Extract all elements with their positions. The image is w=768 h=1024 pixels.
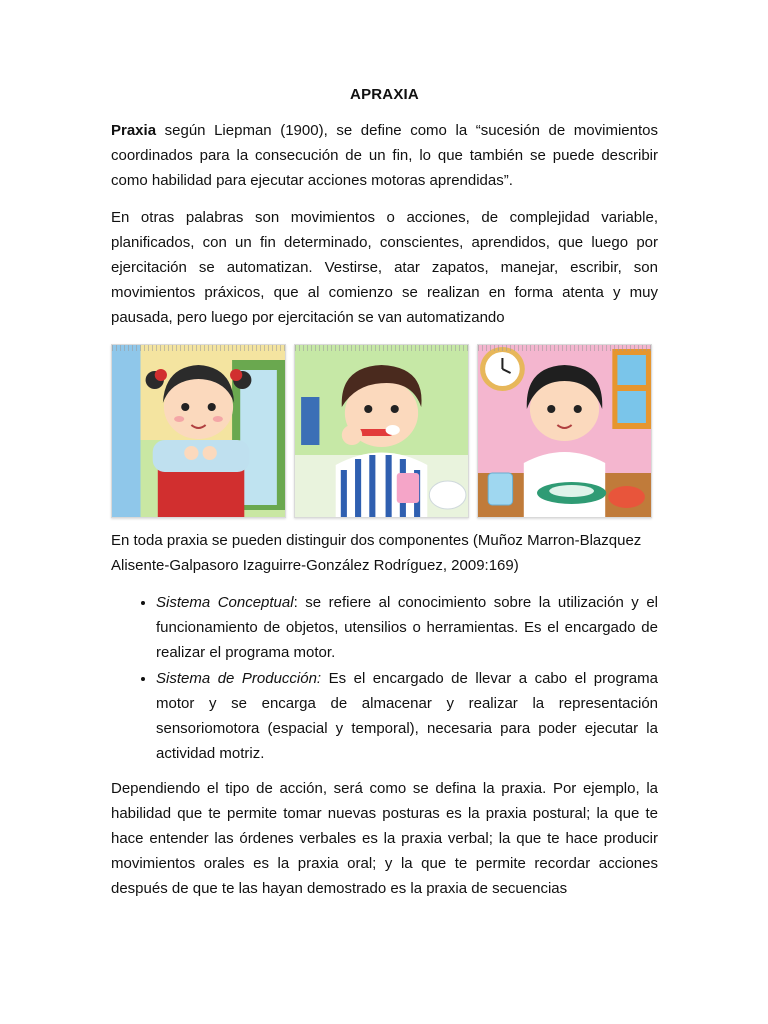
paragraph-movements: En otras palabras son movimientos o acciones, de complejidad variable, planificados, con un fin determinado, conscientes, aprendidos, que luego por ejercitación se automatizan. Vestirse, atar zapatos, manejar, escribir, son movimientos práxicos, que al comienzo se realizan en forma atenta y muy pausada, pero luego por ejercitación se van automatizando bbox=[111, 209, 658, 326]
list-item bbox=[156, 666, 658, 766]
paragraph-components: En toda praxia se pueden distinguir dos componentes (Muñoz Marron-Blazquez Alisente-Galpasoro Izaguirre-González Rodríguez, 2009:169) bbox=[111, 532, 642, 574]
page-title: APRAXIA bbox=[350, 86, 419, 103]
list-item-text: : se refiere al conocimiento sobre la utilización y el funcionamiento de objetos, utensilios o herramientas. Es el encargado de realizar el programa motor. bbox=[156, 594, 658, 661]
list-item bbox=[156, 590, 658, 665]
paragraph-praxia-types: Dependiendo el tipo de acción, será como se defina la praxia. Por ejemplo, la habilidad que te permite tomar nuevas posturas es la praxia postural; la que te hace entender las órdenes verbales es la praxia verbal; la que te hace producir movimientos orales es la praxia oral; y la que te permite recordar acciones después de que te las hayan demostrado es la praxia de secuencias bbox=[111, 780, 658, 897]
components-list bbox=[111, 590, 658, 766]
spiral-binding-decoration bbox=[112, 345, 285, 351]
girl-eating-illustration bbox=[477, 344, 652, 518]
paragraph-praxia-text: según Liepman (1900), se define como la “sucesión de movimientos coordinados para la consecución de un fin, lo que también se puede describir como habilidad para ejecutar acciones motoras aprendidas”. bbox=[111, 122, 658, 189]
girl-dressing-illustration bbox=[111, 344, 286, 518]
spiral-binding-decoration bbox=[295, 345, 468, 351]
term-praxia: Praxia bbox=[111, 122, 157, 139]
illustration-strip bbox=[111, 344, 652, 516]
document-content bbox=[111, 84, 658, 913]
boy-brushing-teeth-illustration bbox=[294, 344, 469, 518]
paragraph-praxia-definition bbox=[111, 118, 658, 193]
list-item-text: Es el encargado de llevar a cabo el programa motor y se encarga de almacenar y realizar la representación sensoriomotora (espacial y temporal), necesaria para poder ejecutar la actividad motriz. bbox=[156, 670, 658, 762]
spiral-binding-decoration bbox=[478, 345, 651, 351]
term-sistema-conceptual: Sistema Conceptual bbox=[156, 594, 294, 611]
term-sistema-produccion: Sistema de Producción: bbox=[156, 670, 322, 687]
